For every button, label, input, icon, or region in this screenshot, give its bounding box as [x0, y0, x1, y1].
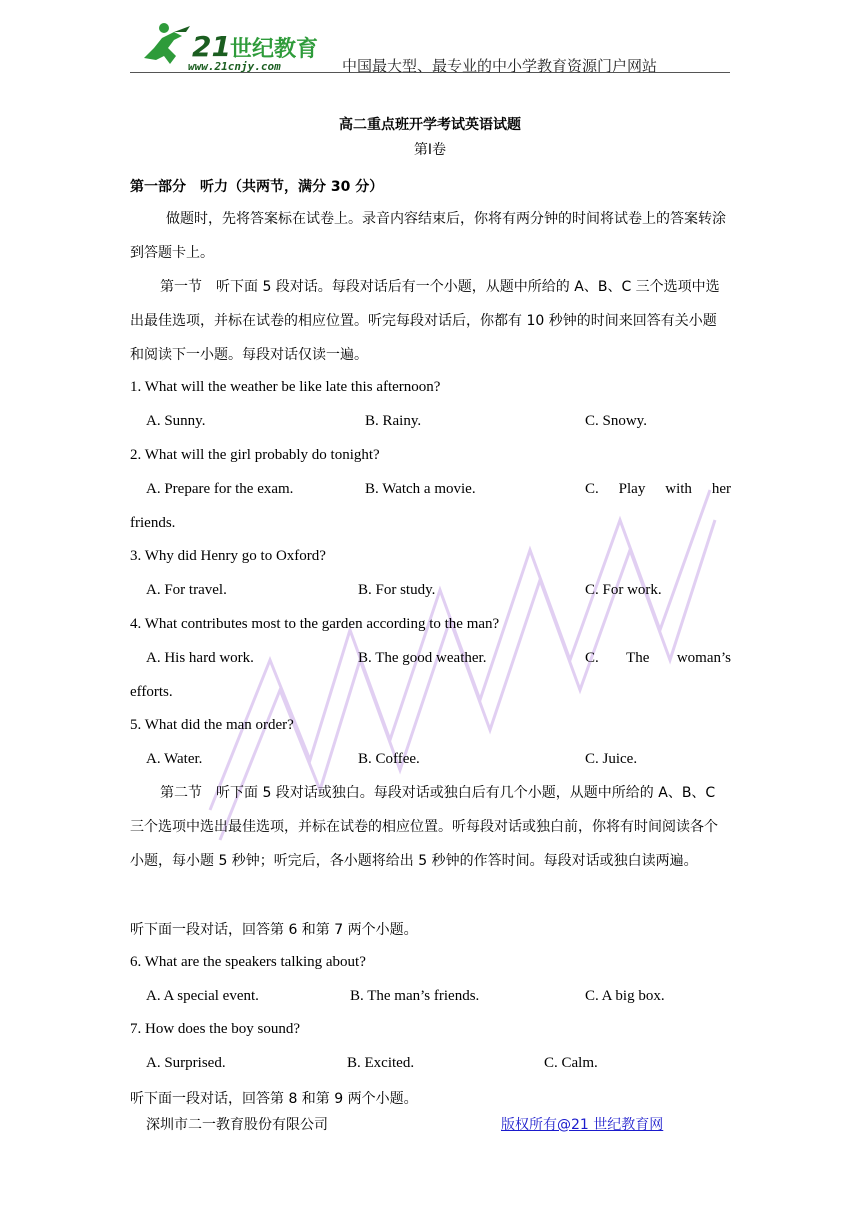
option-4c [585, 650, 731, 667]
option-3a: A. For travel. [146, 582, 227, 598]
listen-instruction-8-9: 听下面一段对话，回答第 8 和第 9 两个小题。 [130, 1091, 418, 1107]
footer-copyright-link[interactable]: 版权所有@21 世纪教育网 [501, 1117, 664, 1133]
logo-url: www.21cnjy.com [188, 60, 281, 73]
option-3b: B. For study. [358, 582, 436, 598]
option-2b: B. Watch a movie. [365, 481, 476, 497]
option-1b: B. Rainy. [365, 413, 422, 429]
option-4c-word: woman’s [676, 650, 731, 666]
section2-paragraph: 第二节 听下面 5 段对话或独白。每段对话或独白后有几个小题，从题中所给的 A、B、C 三个选项中选出最佳选项，并标在试卷的相应位置。听每段对话或独白前，你将有时间阅读各个小题，每小题 5 秒钟；听完后，各小题将给出 5 秒钟的作答时间。每段对话或独白读两遍。 [130, 785, 718, 869]
option-2a: A. Prepare for the exam. [146, 481, 294, 497]
question-2: 2. What will the girl probably do tonight? [130, 447, 380, 463]
listen-instruction-6-7: 听下面一段对话，回答第 6 和第 7 两个小题。 [130, 922, 418, 938]
footer-company: 深圳市二一教育股份有限公司 [146, 1117, 328, 1133]
option-2c-word: Play [618, 481, 646, 497]
instructions-paragraph: 做题时，先将答案标在试卷上。录音内容结束后，你将有两分钟的时间将试卷上的答案转涂到答题卡上。 [130, 211, 726, 261]
option-5b: B. Coffee. [358, 751, 420, 767]
option-1a: A. Sunny. [146, 413, 206, 429]
question-5: 5. What did the man order? [130, 717, 294, 733]
option-1c: C. Snowy. [585, 413, 647, 429]
volume-label: 第Ⅰ卷 [413, 142, 447, 158]
option-5c: C. Juice. [585, 751, 638, 767]
option-4a: A. His hard work. [146, 650, 254, 666]
header-divider [130, 72, 730, 73]
question-1: 1. What will the weather be like late this afternoon? [130, 379, 441, 395]
question-6: 6. What are the speakers talking about? [130, 954, 366, 970]
option-7b: B. Excited. [347, 1055, 415, 1071]
option-7c: C. Calm. [544, 1055, 598, 1071]
site-logo [130, 18, 340, 76]
paper-title: 高二重点班开学考试英语试题 [339, 117, 521, 133]
option-2c [585, 481, 731, 498]
option-7a: A. Surprised. [146, 1055, 226, 1071]
logo-text: 世纪教育 [230, 37, 319, 62]
svg-text:21: 21 [192, 30, 231, 63]
option-6a: A. A special event. [146, 988, 259, 1004]
option-5a: A. Water. [146, 751, 203, 767]
section1-paragraph: 第一节 听下面 5 段对话。每段对话后有一个小题，从题中所给的 A、B、C 三个选项中选出最佳选项，并标在试卷的相应位置。听完每段对话后，你都有 10 秒钟的时间来回答有关小题和阅读下一小题。每段对话仅读一遍。 [130, 279, 720, 363]
option-4c-word: The [626, 650, 650, 666]
option-4b: B. The good weather. [358, 650, 487, 666]
part1-heading: 第一部分 听力（共两节，满分 30 分） [130, 179, 384, 195]
option-4c-continuation: efforts. [130, 684, 173, 700]
option-2c-continuation: friends. [130, 515, 176, 531]
option-6b: B. The man’s friends. [350, 988, 480, 1004]
option-2c-word: C. [585, 481, 599, 497]
option-6c: C. A big box. [585, 988, 665, 1004]
option-4c-word: C. [585, 650, 599, 666]
option-3c: C. For work. [585, 582, 662, 598]
question-7: 7. How does the boy sound? [130, 1021, 300, 1037]
site-tagline: 中国最大型、最专业的中小学教育资源门户网站 [342, 57, 658, 75]
question-3: 3. Why did Henry go to Oxford? [130, 548, 326, 564]
option-2c-word: her [711, 481, 731, 497]
option-2c-word: with [665, 481, 692, 497]
question-4: 4. What contributes most to the garden according to the man? [130, 616, 500, 632]
